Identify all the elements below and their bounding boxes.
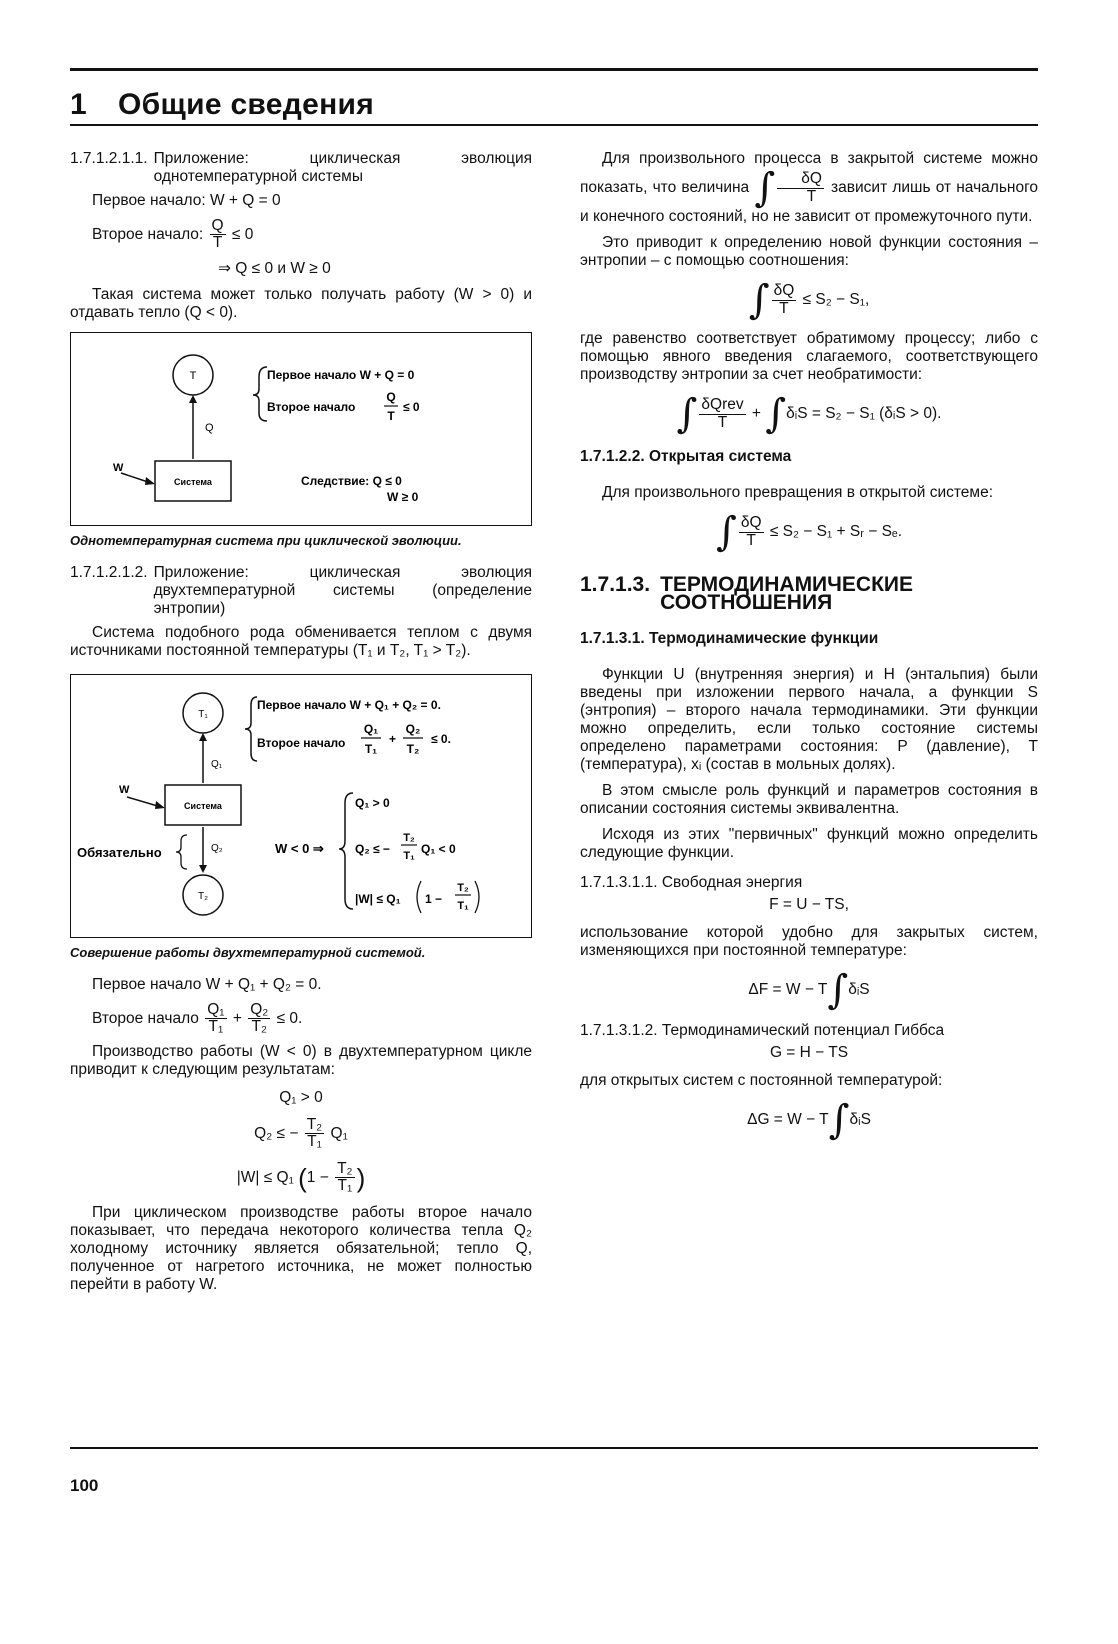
one-minus: 1 − bbox=[425, 891, 443, 906]
frac-q2: Q₂ bbox=[405, 721, 421, 736]
consequence-q: Следствие: Q ≤ 0 bbox=[301, 473, 402, 488]
frac-q1: Q₁ bbox=[363, 721, 379, 736]
result-brace bbox=[339, 793, 353, 909]
left-column bbox=[70, 150, 532, 1302]
fraction: $\frac{\text{T₂}}{\text{T₁}}$ bbox=[306, 1116, 323, 1151]
result-frac-t1: T₁ bbox=[403, 849, 415, 862]
consequence-w: W ≥ 0 bbox=[387, 489, 419, 504]
paren-frac-t2: T₂ bbox=[457, 881, 469, 894]
result-q2-a: Q₂ ≤ − bbox=[355, 841, 390, 856]
brace-first-law: Первое начало W + Q = 0 bbox=[267, 367, 415, 382]
frac-t2: T₂ bbox=[406, 741, 420, 756]
paren-right bbox=[475, 881, 479, 913]
work-label: W bbox=[119, 783, 130, 796]
paragraph: Для произвольного процесса в закрытой системе можно показать, что величина ∫ $\frac{\delta Q}{T}$ зависит лишь от начального и конечного состояний, но не зависит от промежуточного пути. bbox=[580, 150, 1039, 225]
header-rule bbox=[70, 124, 1038, 126]
section-heading-1-7-1-2-1-2: 1.7.1.2.1.2. Приложение: циклическая эволюция двухтемпературной системы (определение энтропии) bbox=[70, 563, 532, 617]
gibbs-eq: G = H − TS bbox=[769, 1044, 849, 1061]
page-number: 100 bbox=[70, 1476, 99, 1495]
section-heading-1-7-1-3: 1.7.1.3. ТЕРМОДИНАМИЧЕСКИЕ СООТНОШЕНИЯ bbox=[580, 573, 913, 614]
integral-icon: ∫ bbox=[676, 391, 698, 437]
section-heading-free-energy: 1.7.1.3.1.1. Свободная энергия bbox=[580, 874, 803, 891]
w-negative: W < 0 ⇒ bbox=[275, 840, 324, 856]
result-w-a: |W| ≤ Q₁ bbox=[355, 891, 401, 906]
heat-arrow-head bbox=[189, 395, 197, 403]
entropy-production-eq: ∫ δQrev T + ∫δᵢS = S₂ − S₁ (δᵢS > 0). bbox=[676, 391, 942, 437]
obligatory-brace bbox=[176, 835, 187, 869]
paren-left bbox=[417, 881, 421, 913]
paragraph: Для произвольного превращения в открытой системе: bbox=[602, 484, 994, 501]
work-label: W bbox=[113, 461, 124, 474]
delta-G-eq: ΔG = W − T∫δᵢS bbox=[747, 1097, 871, 1143]
second-law-2: Второе начало $\frac{\text{Q₁}}{\text{T₁}}$ + $\frac{\text{Q₂}}{\text{T₂}}$ ≤ 0. bbox=[92, 1000, 303, 1035]
paragraph: использование которой удобно для закрытых систем, изменяющихся при постоянной температуре: bbox=[580, 924, 1038, 959]
integral-icon: ∫ bbox=[827, 967, 849, 1013]
second-law-line: Второе начало: $\frac{Q}{T}$ ≤ 0 bbox=[92, 217, 254, 252]
q1-label: Q₁ bbox=[211, 758, 223, 770]
system-label: Система bbox=[184, 800, 222, 811]
implication-text: ⇒ Q ≤ 0 и W ≥ 0 bbox=[218, 259, 331, 277]
paragraph: Исходя из этих "первичных" функций можно определить следующие функции. bbox=[580, 826, 1038, 861]
diagram-one-svg bbox=[71, 333, 531, 523]
result-q2: Q₂ ≤ − $\frac{\text{T₂}}{\text{T₁}}$ Q₁ bbox=[254, 1116, 348, 1151]
q2-label: Q₂ bbox=[211, 842, 223, 854]
heat-label: Q bbox=[205, 421, 214, 434]
diagram-one-temperature-system bbox=[70, 332, 532, 526]
second-law-label: Второе начало bbox=[257, 735, 346, 750]
integral-icon: ∫ bbox=[754, 165, 776, 211]
paragraph: для открытых систем с постоянной температурой: bbox=[580, 1072, 943, 1089]
free-energy-eq: F = U − TS, bbox=[769, 896, 849, 913]
result-w: |W| ≤ Q₁ (1 − $\frac{\text{T₂}}{\text{T₁}}$ ) bbox=[236, 1159, 366, 1194]
delta-F-eq: ΔF = W − T∫δᵢS bbox=[748, 967, 870, 1013]
paren-frac-t1: T₁ bbox=[457, 899, 469, 912]
brace bbox=[253, 367, 267, 421]
figure-caption: Однотемпературная система при циклической эволюции. bbox=[70, 532, 462, 548]
paragraph: Производство работы (W < 0) в двухтемпературном цикле приводит к следующим результатам: bbox=[70, 1043, 532, 1079]
result-q2-b: Q₁ < 0 bbox=[421, 841, 456, 856]
integral-icon: ∫ bbox=[765, 391, 787, 437]
reservoir-label: T bbox=[189, 369, 197, 382]
fraction-Q-T: $\frac{Q}{T}$ bbox=[211, 217, 224, 252]
plus: + bbox=[389, 731, 397, 746]
result-q1: Q₁ > 0 bbox=[279, 1089, 323, 1107]
paragraph: Такая система может только получать работу (W > 0) и отдавать тепло (Q < 0). bbox=[70, 285, 532, 321]
laws-brace bbox=[245, 697, 257, 761]
entropy-inequality: ∫ $\frac{\delta Q}{T}$ ≤ S₂ − S₁, bbox=[748, 277, 870, 323]
section-heading-open-system: 1.7.1.2.2. Открытая система bbox=[580, 448, 792, 465]
fraction: $\frac{\text{Q₂}}{\text{T₂}}$ bbox=[250, 1000, 269, 1035]
obligatory-label: Обязательно bbox=[77, 844, 162, 860]
paragraph: При циклическом производстве работы второе начало показывает, что передача некоторого количества тепла Q₂ холодному источнику является обязательной; тепло Q, полученное от нагретого источника, не может полностью перейти в работу W. bbox=[70, 1204, 532, 1294]
brace-le0: ≤ 0 bbox=[403, 399, 420, 414]
figure-caption: Совершение работы двухтемпературной системой. bbox=[70, 944, 426, 960]
q2-arrow-head bbox=[199, 865, 207, 873]
open-system-eq: ∫ $\frac{\delta Q}{T}$ ≤ S₂ − S₁ + Sᵣ − Sₑ. bbox=[715, 509, 903, 555]
fraction: $\frac{\text{Q₁}}{\text{T₁}}$ bbox=[207, 1000, 225, 1035]
section-heading-functions: 1.7.1.3.1. Термодинамические функции bbox=[580, 630, 879, 647]
brace-frac-den: T bbox=[387, 408, 395, 423]
result-q1: Q₁ > 0 bbox=[355, 795, 390, 810]
section-heading-gibbs: 1.7.1.3.1.2. Термодинамический потенциал Гиббса bbox=[580, 1022, 945, 1039]
paragraph: Это приводит к определению новой функции состояния – энтропии – с помощью соотношения: bbox=[580, 234, 1038, 269]
brace-frac-num: Q bbox=[386, 389, 396, 404]
paragraph: Функции U (внутренняя энергия) и H (энтальпия) были введены при изложении первого начала, а функции S (энтропия) – второго начала термодинамики. Эти функции можно определить, если только состояние системы определено параметрами состояния: P (давление), T (температура), xᵢ (состав в мольных долях). bbox=[580, 666, 1038, 773]
cold-reservoir-label: T₂ bbox=[198, 890, 208, 902]
frac-t1: T₁ bbox=[364, 741, 378, 756]
paragraph: Система подобного рода обменивается теплом с двумя источниками постоянной температуры (T₁ и T₂, T₁ > T₂). bbox=[70, 623, 532, 659]
q1-arrow-head bbox=[199, 733, 207, 741]
system-label: Система bbox=[174, 476, 212, 487]
paragraph: В этом смысле роль функций и параметров состояния в описании состояния системы эквивалентна. bbox=[580, 782, 1038, 817]
integral-icon: ∫ bbox=[715, 509, 737, 555]
brace-second-law: Второе начало bbox=[267, 399, 356, 414]
footer-rule bbox=[70, 1447, 1038, 1449]
chapter-title-text: Общие сведения bbox=[118, 88, 375, 121]
result-frac-t2: T₂ bbox=[403, 831, 415, 844]
le0: ≤ 0. bbox=[431, 731, 451, 746]
integral-icon: ∫ bbox=[748, 277, 770, 323]
integral-icon: ∫ bbox=[828, 1097, 850, 1143]
first-law-2: Первое начало W + Q₁ + Q₂ = 0. bbox=[92, 975, 322, 993]
chapter-title bbox=[70, 88, 374, 122]
paragraph: где равенство соответствует обратимому процессу; либо с помощью явного введения слагаемого, соответствующего производству энтропии за счет необратимости: bbox=[580, 330, 1038, 383]
first-law: Первое начало W + Q₁ + Q₂ = 0. bbox=[257, 697, 441, 712]
top-rule bbox=[70, 68, 1038, 71]
work-arrow-head bbox=[155, 801, 165, 809]
diagram-two-svg bbox=[71, 675, 531, 935]
first-law-text: Первое начало: W + Q = 0 bbox=[92, 192, 281, 209]
diagram-two-temperature-system bbox=[70, 674, 532, 938]
section-heading-1-7-1-2-1-1: 1.7.1.2.1.1. Приложение: циклическая эволюция однотемпературной системы bbox=[70, 150, 532, 185]
work-arrow-head bbox=[145, 477, 155, 485]
hot-reservoir-label: T₁ bbox=[198, 708, 208, 720]
right-column bbox=[580, 150, 1038, 1150]
chapter-number: 1 bbox=[70, 88, 87, 121]
fraction: $\frac{\text{T₂}}{\text{T₁}}$ bbox=[337, 1159, 353, 1194]
